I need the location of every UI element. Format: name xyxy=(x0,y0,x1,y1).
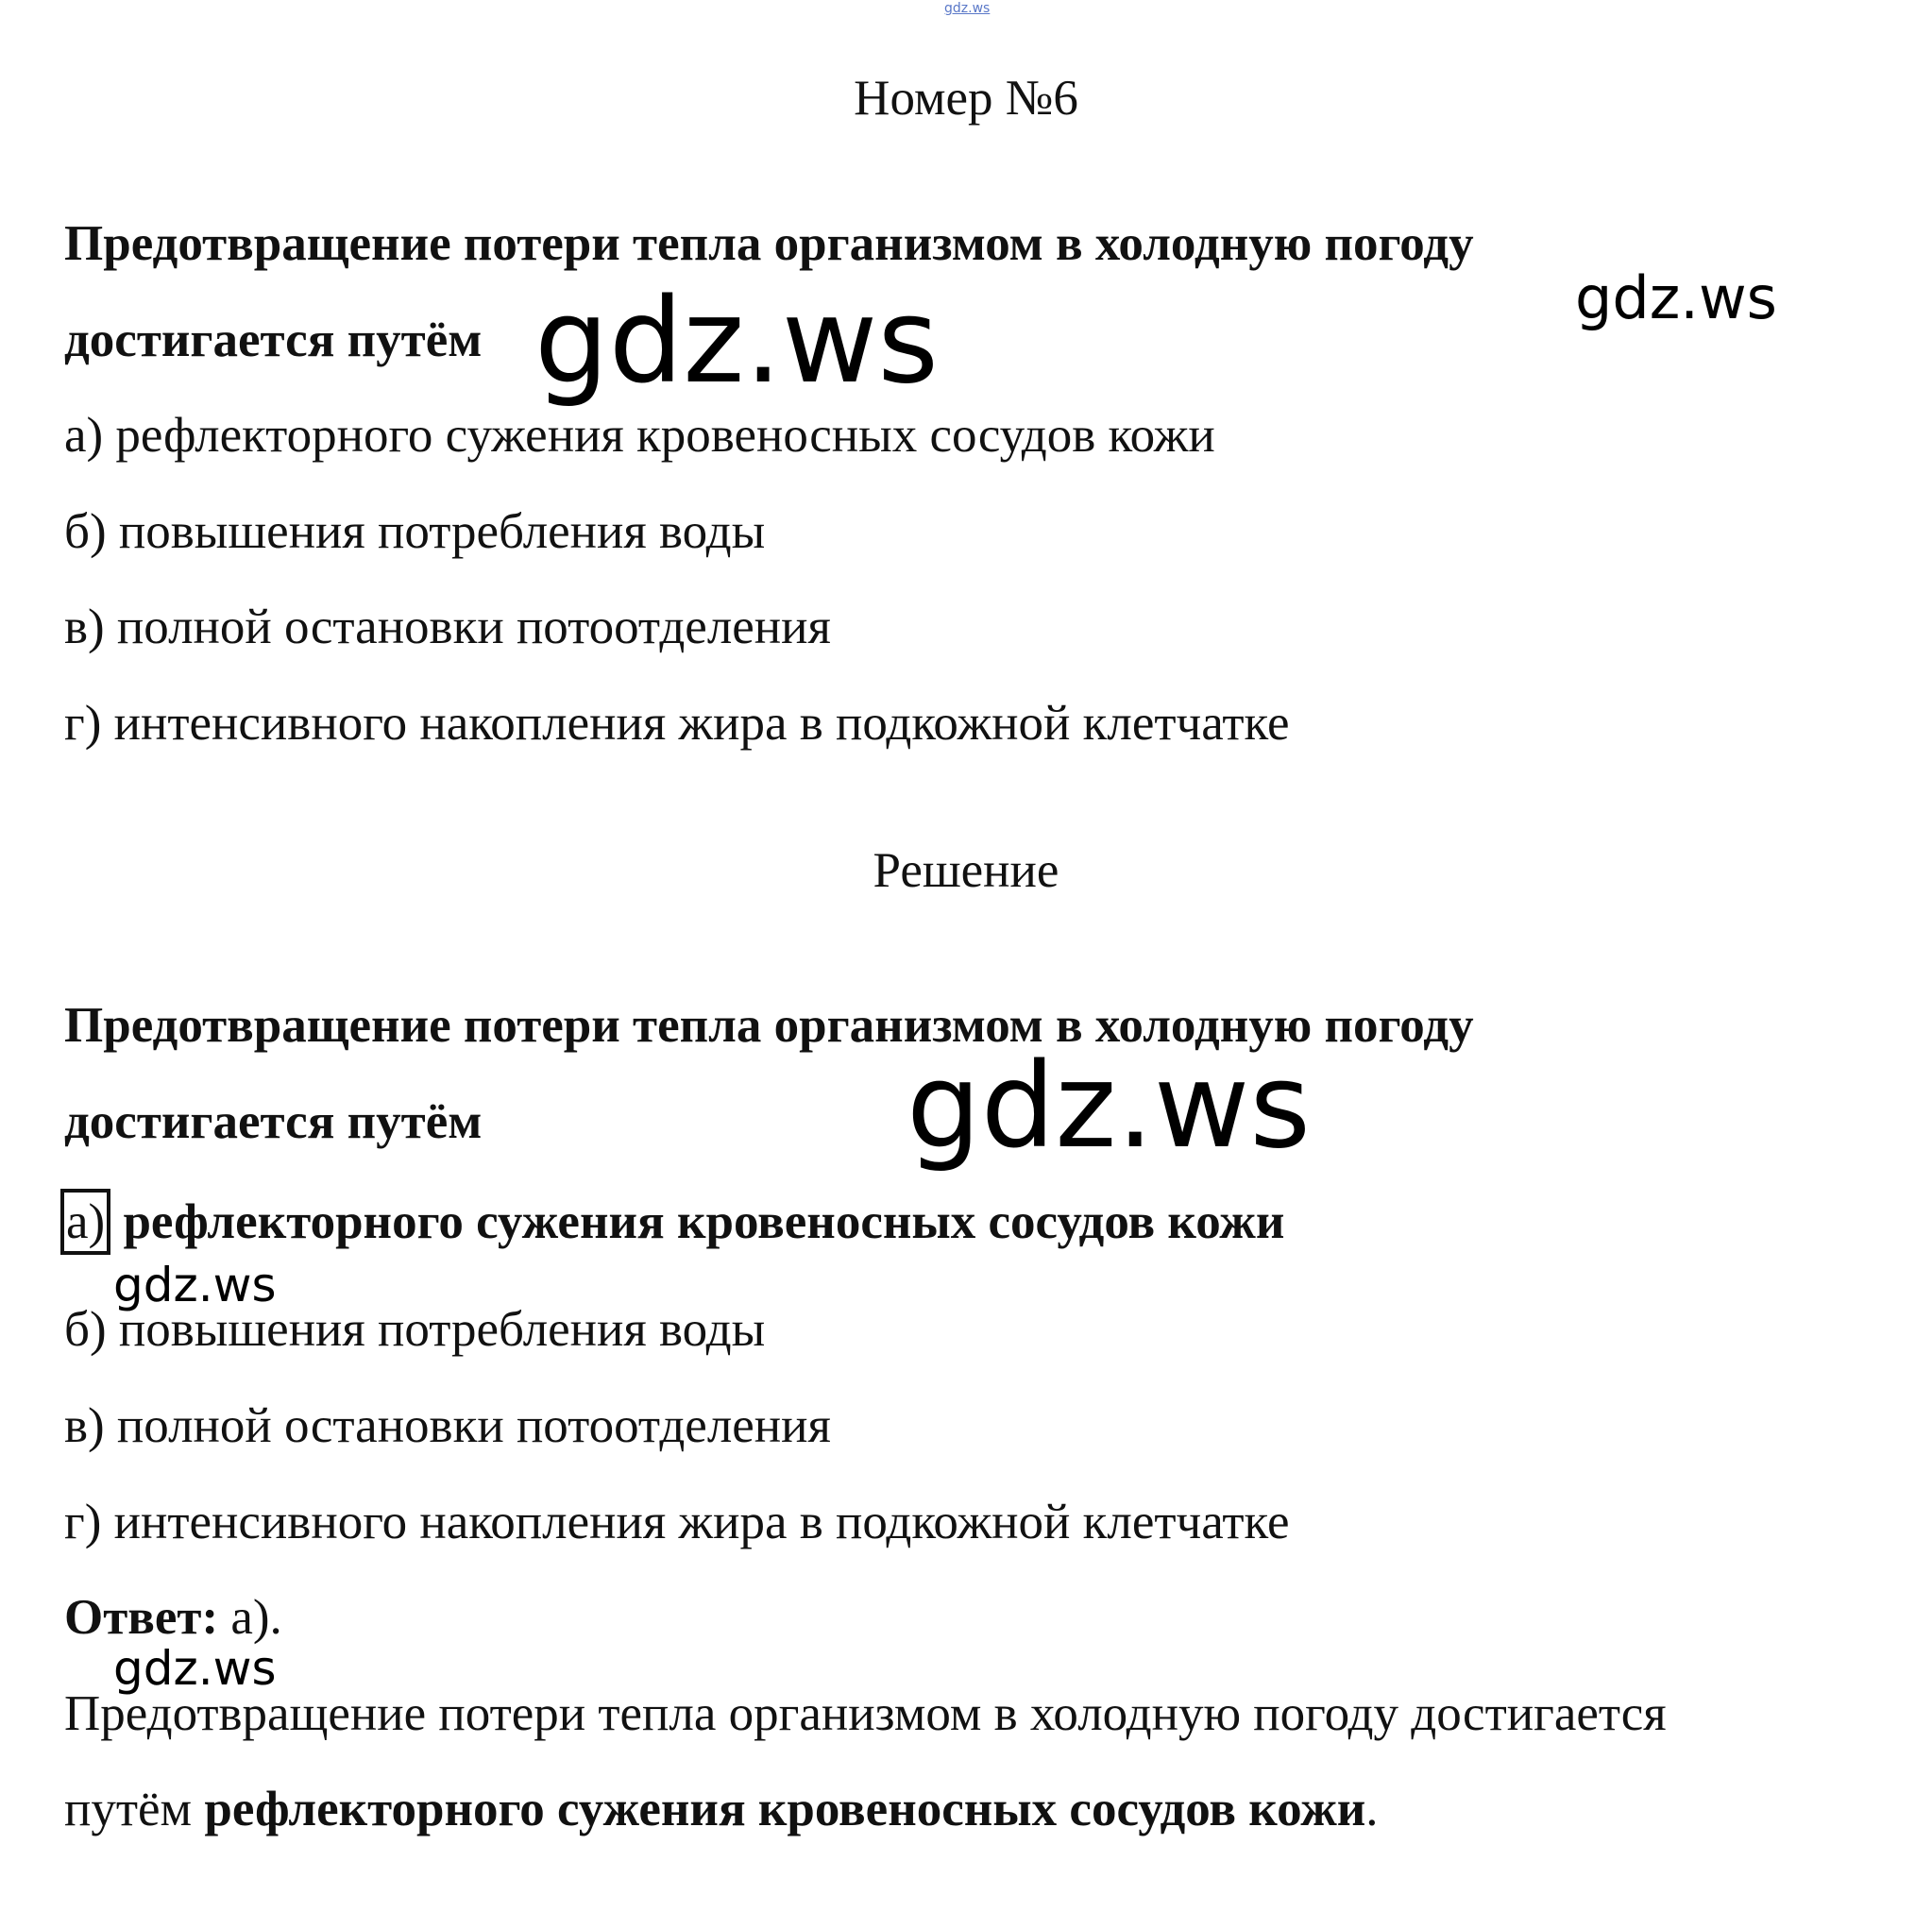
question-line-2: достигается путём xyxy=(64,313,483,367)
question-option-d: г) интенсивного накопления жира в подкожной клетчатке xyxy=(64,696,1290,751)
explanation-bold: рефлекторного сужения кровеносных сосудов кожи xyxy=(204,1782,1366,1836)
page-title: Номер №6 xyxy=(854,71,1078,126)
explanation-line-1: Предотвращение потери тепла организмом в холодную погоду достигается xyxy=(64,1686,1667,1741)
watermark-small-1: gdz.ws xyxy=(113,1258,277,1312)
question-line-1: Предотвращение потери тепла организмом в холодную погоду xyxy=(64,216,1474,271)
solution-line-2: достигается путём xyxy=(64,1094,483,1149)
solution-line-1: Предотвращение потери тепла организмом в холодную погоду xyxy=(64,998,1474,1053)
solution-heading: Решение xyxy=(873,843,1059,898)
watermark-small-2: gdz.ws xyxy=(113,1641,277,1696)
solution-option-c: в) полной остановки потоотделения xyxy=(64,1398,831,1453)
explanation-suffix: . xyxy=(1365,1782,1379,1836)
answer-label: Ответ: xyxy=(64,1590,219,1645)
question-option-a: а) рефлекторного сужения кровеносных сосудов кожи xyxy=(64,408,1215,463)
solution-option-b: б) повышения потребления воды xyxy=(64,1302,766,1357)
watermark-medium-1: gdz.ws xyxy=(1575,263,1777,332)
solution-selected-option xyxy=(64,1189,1284,1255)
watermark-large-1: gdz.ws xyxy=(534,274,939,410)
selected-marker-box: а) xyxy=(60,1189,110,1255)
question-option-c: в) полной остановки потоотделения xyxy=(64,600,831,654)
explanation-prefix: путём xyxy=(64,1782,205,1836)
top-watermark-link[interactable]: gdz.ws xyxy=(944,1,991,16)
answer-value: а). xyxy=(218,1590,282,1645)
solution-option-d: г) интенсивного накопления жира в подкожной клетчатке xyxy=(64,1495,1290,1549)
selected-option-text: рефлекторного сужения кровеносных сосудов кожи xyxy=(123,1194,1285,1249)
question-option-b: б) повышения потребления воды xyxy=(64,504,766,559)
answer-line xyxy=(64,1589,282,1646)
watermark-large-2: gdz.ws xyxy=(907,1039,1311,1175)
explanation-line-2 xyxy=(64,1781,1379,1837)
